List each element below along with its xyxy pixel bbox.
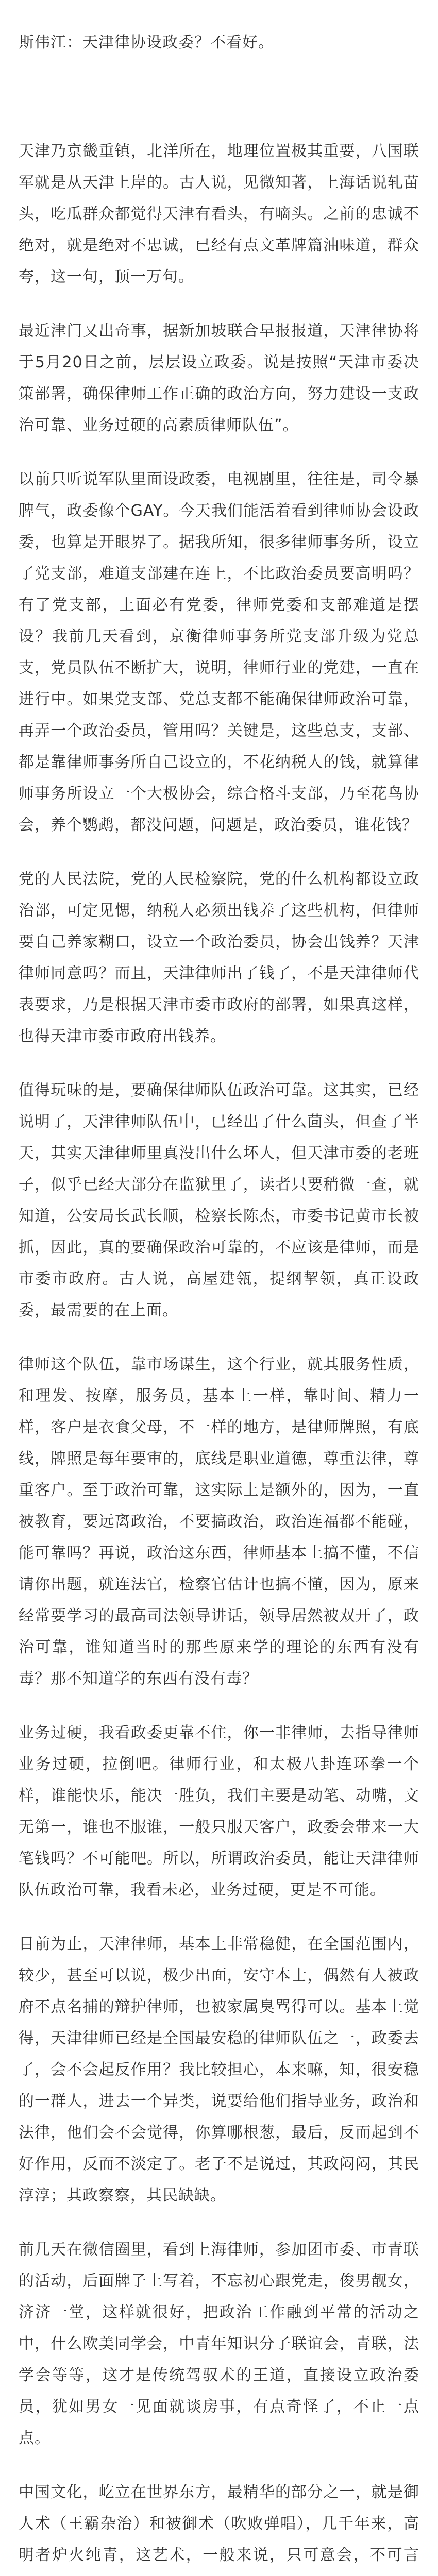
article-paragraph: 党的人民法院，党的人民检察院，党的什么机构都设立政治部，可定见愢，纳税人必须出钱养了这些机构，但律师要自己养家糊口，设立一个政治委员，协会出钱养？天津律师同意吗？而且，天津律师出了钱了，不是天津律师代表要求，乃是根据天津市委市政府的部署，如果真这样，也得天津市委市政府出钱养。 [19, 870, 419, 1045]
article-paragraph: 天津乃京畿重镇，北洋所在，地理位置极其重要，八国联军就是从天津上岸的。古人说，见微知著，上海话说轧苗头，吃瓜群众都觉得天津有看头，有嘀头。之前的忠诚不绝对，就是绝对不忠诚，已经有点文革牌篇油味道，群众夸，这一句，顶一万句。 [19, 142, 419, 286]
article-paragraph: 律师这个队伍，靠市场谋生，这个行业，就其服务性质，和理发、按摩，服务员，基本上一样，靠时间、精力一样，客户是衣食父母，不一样的地方，是律师牌照，有底线，牌照是每年要审的，底线是职业道德，尊重法律，尊重客户。至于政治可靠，这实际上是额外的，因为，一直被教育，要远离政治，不要搞政治，政治连福都不能碰，能可靠吗？再说，政治这东西，律师基本上搞不懂，不信请你出题，就连法官，检察官估计也搞不懂，因为，原来经常要学习的最高司法领导讲话，领导居然被双开了，政治可靠，谁知道当时的那些原来学的理论的东西有没有毒？那不知道学的东西有没有毒？ [19, 1355, 419, 1688]
article-paragraph: 前几天在微信圈里，看到上海律师，参加团市委、市青联的活动，后面牌子上写着，不忘初心跟党走，俊男靓女，济济一堂，这样就很好，把政治工作融到平常的活动之中，什么欧美同学会，中青年知识分子联谊会，青联，法学会等等，这才是传统驾驭术的王道，直接设立政治委员，犹如男女一见面就谈房事，有点奇怪了，不止一点点。 [19, 2241, 419, 2447]
article-paragraph: 中国文化，屹立在世界东方，最精华的部分之一，就是御人术（王霸杂治）和被御术（吹败弹唱），几千年来，高明者炉火纯青，这艺术，一般来说，只可意会，不可言 [19, 2483, 419, 2564]
article-body [19, 27, 419, 2576]
article-paragraph: 业务过硬，我看政委更靠不住，你一非律师，去指导律师业务过硬，拉倒吧。律师行业，和太极八卦连环拳一个样，谁能快乐，能决一胜负，我们主要是动笔、动嘴，文无第一，谁也不服谁，一般只服天客户，政委会带来一大笔钱吗？不可能吧。所以，所谓政治委员，能让天津律师队伍政治可靠，我看未必，业务过硬，更是不可能。 [19, 1724, 419, 1899]
article-paragraph: 最近津门又出奇事，据新加坡联合早报报道，天津律协将于5月20日之前，层层设立政委。说是按照“天津市委决策部署，确保律师工作正确的政治方向，努力建设一支政治可靠、业务过硬的高素质律师队伍”。 [19, 322, 419, 434]
article-title: 斯伟江：天津律协设政委？不看好。 [19, 33, 274, 52]
article-paragraph: 目前为止，天津律师，基本上非常稳健，在全国范围内，较少，甚至可以说，极少出面，安守本士，偶然有人被政府不点名捕的辩护律师，也被家属臭骂得可以。基本上觉得，天津律师已经是全国最安稳的律师队伍之一，政委去了，会不会起反作用？我比较担心，本来嘛，知，很安稳的一群人，进去一个异类，说要给他们指导业务，政治和法律，他们会不会觉得，你算哪根葱，最后，反而起到不好作用，反而不淡定了。老子不是说过，其政闷闷，其民淳淳；其政察察，其民缺缺。 [19, 1935, 419, 2205]
article-paragraph: 值得玩味的是，要确保律师队伍政治可靠。这其实，已经说明了，天津律师队伍中，已经出了什么茴头，但查了半天，其实天津律师里真没出什么坏人，但天津市委的老班子，似乎已经大部分在监狱里了，读者只要稍微一查，就知道，公安局长武长顺，检察长陈杰，市委书记黄市长被抓，因此，真的要确保政治可靠的，不应该是律师，而是市委市政府。古人说，高屋建瓴，提纲挈领，真正设政委，最需要的在上面。 [19, 1081, 419, 1319]
article-paragraph: 以前只听说军队里面设政委，电视剧里，往往是，司令暴脾气，政委像个GAY。今天我们能活着看到律师协会设政委，也算是开眼界了。据我所知，很多律师事务所，设立了党支部，难道支部建在连上，不比政治委员要高明吗？有了党支部，上面必有党委，律师党委和支部难道是摆设？我前几天看到，京衡律师事务所党支部升级为党总支，党员队伍不断扩大，说明，律师行业的党建，一直在进行中。如果党支部、党总支都不能确保律师政治可靠，再弄一个政治委员，管用吗？关键是，这些总支，支部、都是靠律师事务所自己设立的，不花纳税人的钱，就算律师事务所设立一个大极协会，综合格斗支部，乃至花鸟协会，养个鹦鹉，都没问题，问题是，政治委员，谁花钱？ [19, 470, 419, 834]
